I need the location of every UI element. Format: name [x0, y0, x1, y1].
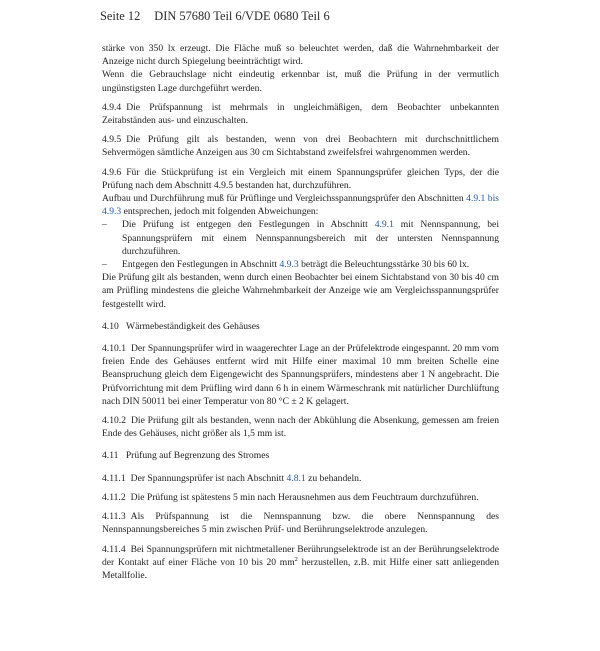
paragraph: Die Prüfung gilt als bestanden, wenn durch einen Beobachter bei einem Sichtabstand von 30 bis 40 cm am Prüfling mindestens die gleiche Wahrnehmbarkeit der Anzeige wie am Vergleichsspannungsprüfer festgestellt wird.	[102, 272, 499, 310]
section-text: Der Spannungsprüfer wird in waagerechter Lage an der Prüfelektrode eingespannt. 20 mm vom freien Ende des Gehäuses entfernt wird mit Hilfe einer maximal 10 mm breiten Schelle eine Beanspruchung gleich dem Eigengewicht des Spannungsprüfers, mindestens aber 1 N angebracht. Die Prüfvorrichtung mit dem Prüfling wird dann 6 h in einem Wärmeschrank mit natürlicher Durchlüftung nach DIN 50011 bei einer Temperatur von 80 °C ± 2 K gelagert.	[102, 343, 499, 407]
section-4-11-1	[102, 472, 499, 485]
text: herzustellen, z.B. mit Hilfe einer satt anliegenden Metallfolie.	[102, 556, 499, 581]
section-number: 4.9.5	[102, 134, 122, 146]
section-number: 4.9.4	[102, 101, 122, 113]
section-number: 4.10	[102, 320, 119, 332]
section-number: 4.11.3	[102, 511, 126, 523]
heading-4-11	[102, 449, 499, 462]
section-4-9-6	[102, 166, 499, 192]
section-text: Als Prüfspannung ist die Nennspannung bzw. die obere Nennspannung des Nennspannungsbereiches 5 min zwischen Prüf- und Berührungselektrode anzulegen.	[102, 511, 499, 536]
section-number: 4.11.1	[102, 472, 126, 484]
section-4-11-4	[102, 543, 499, 583]
section-text: Die Prüfspannung ist mehrmals in ungleichmäßigen, dem Beobachter unbekannten Zeitabständen aus- und einzuschalten.	[102, 101, 499, 127]
section-number: 4.11.4	[102, 543, 126, 555]
text: entsprechen, jedoch mit folgenden Abweichungen:	[121, 206, 319, 218]
paragraph: Wenn die Gebrauchslage nicht eindeutig erkennbar ist, muß die Prüfung in der vermutlich ungünstigsten Lage durchgeführt werden.	[102, 69, 499, 94]
section-number: 4.10.2	[102, 415, 126, 427]
list-item	[102, 258, 499, 271]
deviation-list	[102, 218, 499, 271]
section-number: 4.11	[102, 450, 119, 462]
section-text: Für die Stückprüfung ist ein Vergleich mit einem Spannungsprüfer gleichen Typs, der die Prüfung nach dem Abschnitt 4.9.5 bestanden hat, durchzuführen.	[102, 166, 499, 191]
section-link[interactable]: 4.9.3	[279, 259, 299, 271]
section-heading: Wärmebeständigkeit des Gehäuses	[126, 320, 260, 332]
section-number: 4.10.1	[102, 343, 126, 355]
text: Der Spannungsprüfer ist nach Abschnitt	[130, 472, 287, 484]
heading-4-10	[102, 320, 499, 333]
section-heading: Prüfung auf Begrenzung des Stromes	[125, 450, 270, 462]
text: beträgt die Beleuchtungsstärke 30 bis 60 lx.	[298, 259, 470, 271]
text: Entgegen den Festlegungen in Abschnitt	[122, 259, 280, 271]
paragraph: stärke von 350 lx erzeugt. Die Fläche muß so beleuchtet werden, daß die Wahrnehmbarkeit der Anzeige nicht durch Spiegelung beeinträchtigt wird.	[102, 43, 499, 68]
section-4-11-2	[102, 491, 499, 504]
section-text: Die Prüfung ist spätestens 5 min nach Herausnehmen aus dem Feuchtraum durchzuführen.	[130, 491, 479, 503]
section-number: 4.11.2	[102, 491, 126, 503]
section-text: Die Prüfung gilt als bestanden, wenn nach der Abkühlung die Absenkung, gemessen am freien Ende des Gehäuses, nicht größer als 1,5 mm ist.	[102, 415, 499, 440]
standard-title: DIN 57680 Teil 6/VDE 0680 Teil 6	[154, 9, 330, 23]
document-body	[102, 42, 499, 588]
section-link[interactable]: 4.9.1	[374, 219, 394, 231]
text: mit Nennspannung, bei Spannungsprüfern mit einem Nennspannungsbereich mit der untersten Nennspannung durchzuführen.	[122, 219, 499, 257]
superscript: 2	[294, 555, 298, 563]
section-4-10-1	[102, 342, 499, 408]
text: Aufbau und Durchführung muß für Prüflinge und Vergleichsspannungsprüfer den Abschnitten	[102, 193, 467, 205]
text: zu behandeln.	[305, 472, 362, 484]
list-item	[102, 218, 499, 258]
section-text: Die Prüfung gilt als bestanden, wenn von drei Beobachtern mit durchschnittlichem Sehvermögen sämtliche Anzeigen aus 30 cm Sichtabstand zweifelsfrei wahrgenommen werden.	[102, 134, 499, 159]
text: Die Prüfung ist entgegen den Festlegungen in Abschnitt	[122, 219, 375, 231]
section-4-10-2	[102, 414, 499, 440]
text: Bei Spannungsprüfern mit nichtmetallener Berührungselektrode ist an der Berührungselektrode der Kontakt auf einer Fläche von 10 bis 20 mm	[102, 543, 499, 568]
paragraph-aufbau	[102, 192, 499, 218]
section-link[interactable]: 4.8.1	[286, 472, 306, 484]
page-number: Seite 12	[100, 9, 141, 23]
section-4-9-4	[102, 101, 499, 127]
section-link[interactable]: 4.9.1 bis 4.9.3	[102, 193, 499, 218]
section-4-9-5	[102, 133, 499, 159]
section-4-11-3	[102, 510, 499, 536]
section-number: 4.9.6	[102, 166, 122, 178]
page-header	[100, 9, 330, 24]
